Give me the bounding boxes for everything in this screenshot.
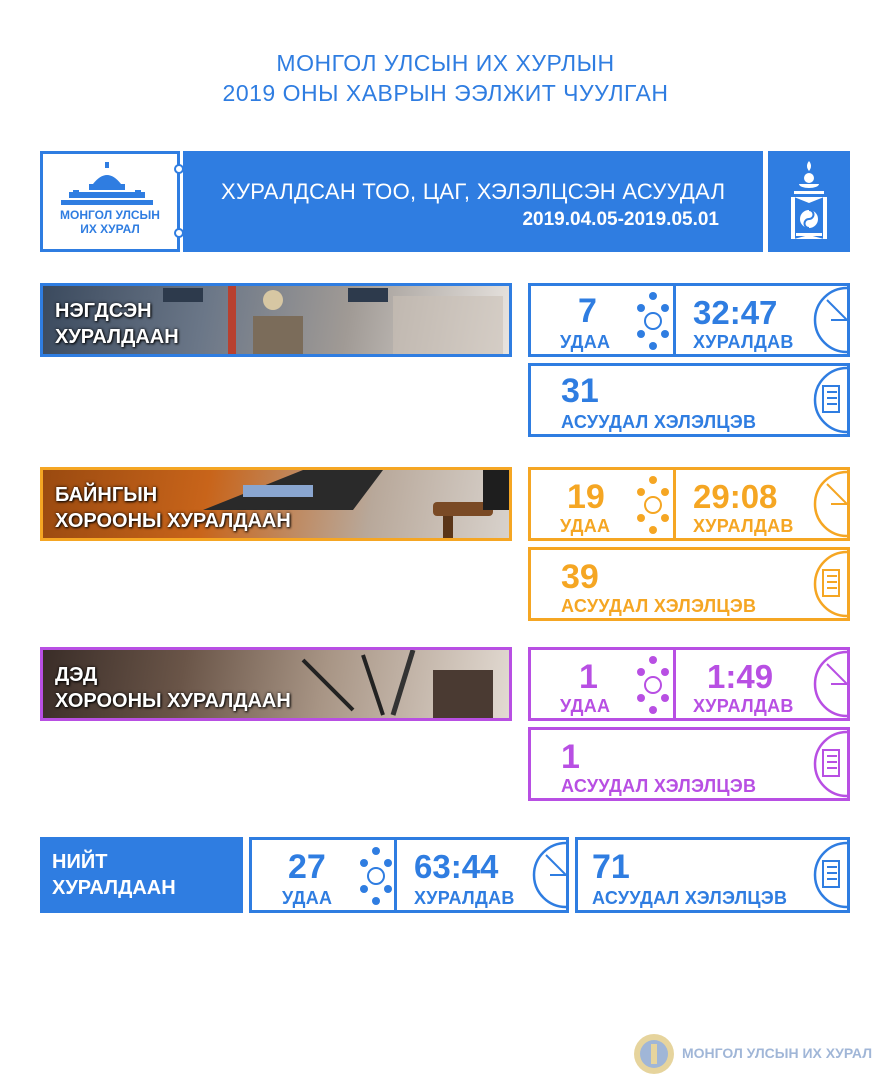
stat-box-plenary-meetings bbox=[528, 283, 850, 357]
meeting-count: 1 bbox=[579, 658, 598, 696]
stat-box-subcommittee-issues bbox=[528, 727, 850, 801]
logo-text-line1: МОНГОЛ УЛСЫН bbox=[60, 208, 160, 222]
issue-count-unit: АСУУДАЛ ХЭЛЭЛЦЭВ bbox=[561, 776, 757, 796]
section-label-line2: ХОРООНЫ ХУРАЛДААН bbox=[55, 690, 291, 712]
meeting-time: 32:47 bbox=[693, 294, 778, 331]
meeting-time-unit: ХУРАЛДАВ bbox=[693, 696, 794, 716]
header-dates: 2019.04.05-2019.05.01 bbox=[522, 209, 719, 230]
stat-box-subcommittee-meetings bbox=[528, 647, 850, 721]
stat-box-total-issues bbox=[575, 837, 850, 913]
stat-box-plenary-issues bbox=[528, 363, 850, 437]
total-label-box bbox=[40, 837, 243, 913]
section-label-line1: ДЭД bbox=[55, 664, 98, 686]
issue-count: 31 bbox=[561, 372, 599, 410]
total-label-line1: НИЙТ bbox=[52, 851, 108, 873]
clock-icon bbox=[809, 286, 847, 354]
state-emblem-icon bbox=[632, 1032, 676, 1076]
people-network-icon bbox=[635, 654, 671, 716]
meeting-count: 7 bbox=[578, 292, 597, 330]
meeting-time-unit: ХУРАЛДАВ bbox=[693, 332, 794, 352]
checklist-icon bbox=[809, 550, 847, 618]
meeting-time: 1:49 bbox=[707, 658, 774, 695]
parliament-logo bbox=[40, 151, 180, 252]
total-label-line2: ХУРАЛДААН bbox=[52, 877, 176, 899]
checklist-icon bbox=[809, 366, 847, 434]
footer-watermark-text: МОНГОЛ УЛСЫН ИХ ХУРАЛ bbox=[682, 1045, 873, 1061]
meeting-time-unit: ХУРАЛДАВ bbox=[414, 888, 515, 908]
issue-count: 1 bbox=[561, 738, 580, 776]
section-label-line1: БАЙНГЫН bbox=[55, 484, 158, 506]
meeting-count-unit: УДАА bbox=[560, 332, 611, 352]
section-label-line2: ХУРАЛДААН bbox=[55, 326, 179, 348]
logo-text-line2: ИХ ХУРАЛ bbox=[80, 222, 140, 236]
stat-box-standing-issues bbox=[528, 547, 850, 621]
section-banner-standing bbox=[40, 467, 512, 541]
page-title-line1: МОНГОЛ УЛСЫН ИХ ХУРЛЫН bbox=[276, 50, 615, 76]
chamber-photo-icon bbox=[163, 286, 503, 356]
meeting-time: 29:08 bbox=[693, 478, 778, 515]
clock-icon bbox=[809, 470, 847, 538]
section-banner-plenary bbox=[40, 283, 512, 357]
stat-box-standing-meetings bbox=[528, 467, 850, 541]
issue-count-unit: АСУУДАЛ ХЭЛЭЛЦЭВ bbox=[561, 596, 757, 616]
meeting-time-unit: ХУРАЛДАВ bbox=[693, 516, 794, 536]
issue-count: 39 bbox=[561, 558, 599, 596]
issue-count: 71 bbox=[592, 848, 630, 886]
meeting-count: 27 bbox=[288, 848, 326, 886]
section-label-line2: ХОРООНЫ ХУРАЛДААН bbox=[55, 510, 291, 532]
microphones-photo-icon bbox=[283, 650, 512, 720]
people-network-icon bbox=[358, 844, 394, 908]
clock-icon bbox=[809, 650, 847, 718]
meeting-count-unit: УДАА bbox=[560, 516, 611, 536]
section-banner-subcommittee bbox=[40, 647, 512, 721]
checklist-icon bbox=[809, 840, 847, 910]
meeting-time: 63:44 bbox=[414, 848, 499, 885]
meeting-count: 19 bbox=[567, 478, 605, 516]
meeting-count-unit: УДАА bbox=[560, 696, 611, 716]
clock-icon bbox=[528, 840, 566, 910]
people-network-icon bbox=[635, 474, 671, 536]
soyombo-icon bbox=[768, 151, 850, 252]
header-main-text: ХУРАЛДСАН ТОО, ЦАГ, ХЭЛЭЛЦСЭН АСУУДАЛ bbox=[221, 179, 726, 204]
soyombo-panel bbox=[768, 151, 850, 252]
footer-watermark bbox=[632, 1032, 891, 1076]
issue-count-unit: АСУУДАЛ ХЭЛЭЛЦЭВ bbox=[592, 888, 788, 908]
issue-count-unit: АСУУДАЛ ХЭЛЭЛЦЭВ bbox=[561, 412, 757, 432]
header-bar bbox=[183, 151, 763, 252]
checklist-icon bbox=[809, 730, 847, 798]
meeting-count-unit: УДАА bbox=[282, 888, 333, 908]
people-network-icon bbox=[635, 290, 671, 352]
stat-box-total-meetings bbox=[249, 837, 569, 913]
section-label-line1: НЭГДСЭН bbox=[55, 300, 152, 322]
page-title-line2: 2019 ОНЫ ХАВРЫН ЭЭЛЖИТ ЧУУЛГАН bbox=[222, 80, 669, 106]
